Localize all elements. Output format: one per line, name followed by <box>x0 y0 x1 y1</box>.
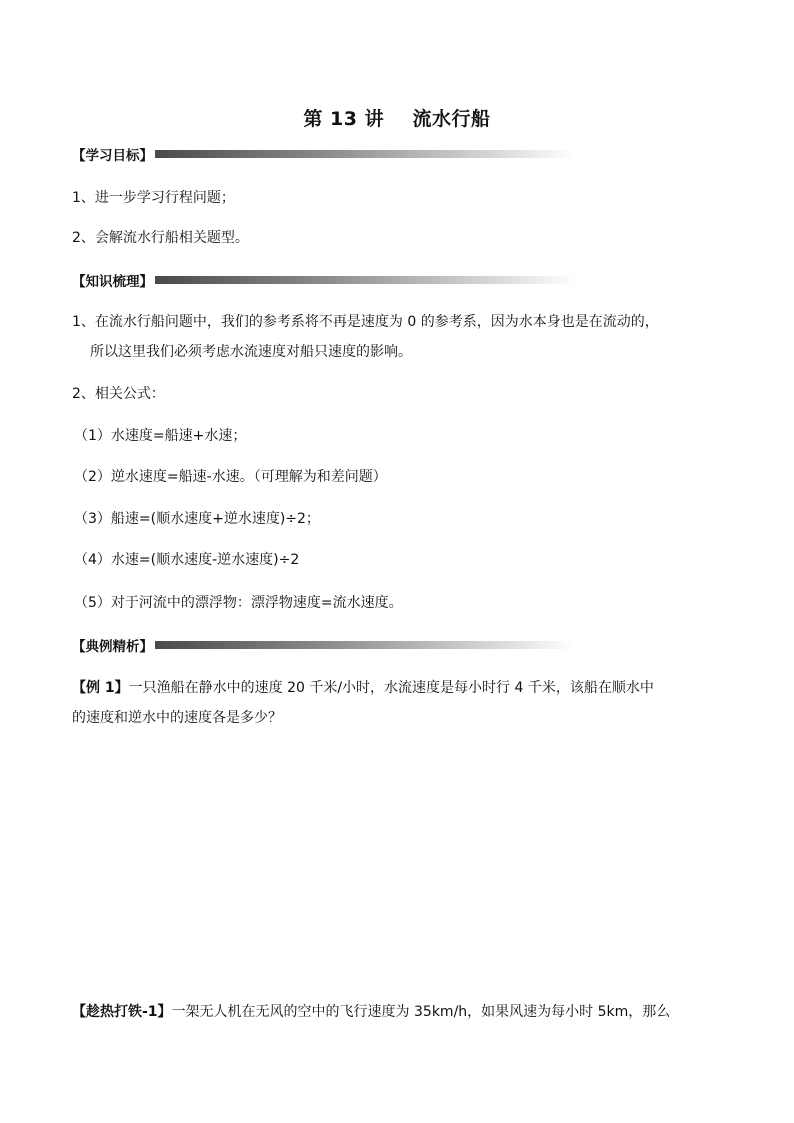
example-1-text: 一只渔船在静水中的速度 20 千米/小时，水流速度是每小时行 4 千米，该船在顺水中 <box>128 680 654 696</box>
knowledge-p1-line2: 所以这里我们必须考虑水流速度对船只速度的影响。 <box>90 344 412 360</box>
knowledge-p1-line1: 1、在流水行船问题中，我们的参考系将不再是速度为 0 的参考系，因为水本身也是在流动的， <box>72 314 659 330</box>
section-header-knowledge <box>72 270 575 290</box>
example-1-line2: 的速度和逆水中的速度各是多少？ <box>72 710 282 726</box>
formula-2: （2）逆水速度=船速-水速。（可理解为和差问题） <box>74 469 387 485</box>
section-label-examples: 【典例精析】 <box>72 639 153 655</box>
knowledge-p2: 2、相关公式： <box>72 386 165 402</box>
goal-item-1: 1、进一步学习行程问题； <box>72 190 235 206</box>
section-label-knowledge: 【知识梳理】 <box>72 274 153 290</box>
section-label-goals: 【学习目标】 <box>72 148 153 164</box>
formula-4: （4）水速=(顺水速度-逆水速度)÷2 <box>74 552 300 568</box>
practice-1-text: 一架无人机在无风的空中的飞行速度为 35km/h，如果风速为每小时 5km，那么 <box>171 1004 671 1020</box>
example-1-line1 <box>72 678 654 698</box>
practice-1-label: 【趁热打铁-1】 <box>72 1004 172 1020</box>
section-bar <box>155 276 575 284</box>
section-bar <box>155 641 575 649</box>
section-bar <box>155 150 575 158</box>
example-1-label: 【例 1】 <box>72 680 129 696</box>
goal-item-2: 2、会解流水行船相关题型。 <box>72 230 249 246</box>
formula-1: （1）水速度=船速+水速； <box>74 428 247 444</box>
formula-5: （5）对于河流中的漂浮物：漂浮物速度=流水速度。 <box>74 595 403 611</box>
practice-1-line1 <box>72 1002 670 1022</box>
section-header-examples <box>72 635 575 655</box>
formula-3: （3）船速=(顺水速度+逆水速度)÷2； <box>74 511 320 527</box>
page-title: 第 13 讲 流水行船 <box>303 108 491 130</box>
section-header-goals <box>72 144 575 164</box>
